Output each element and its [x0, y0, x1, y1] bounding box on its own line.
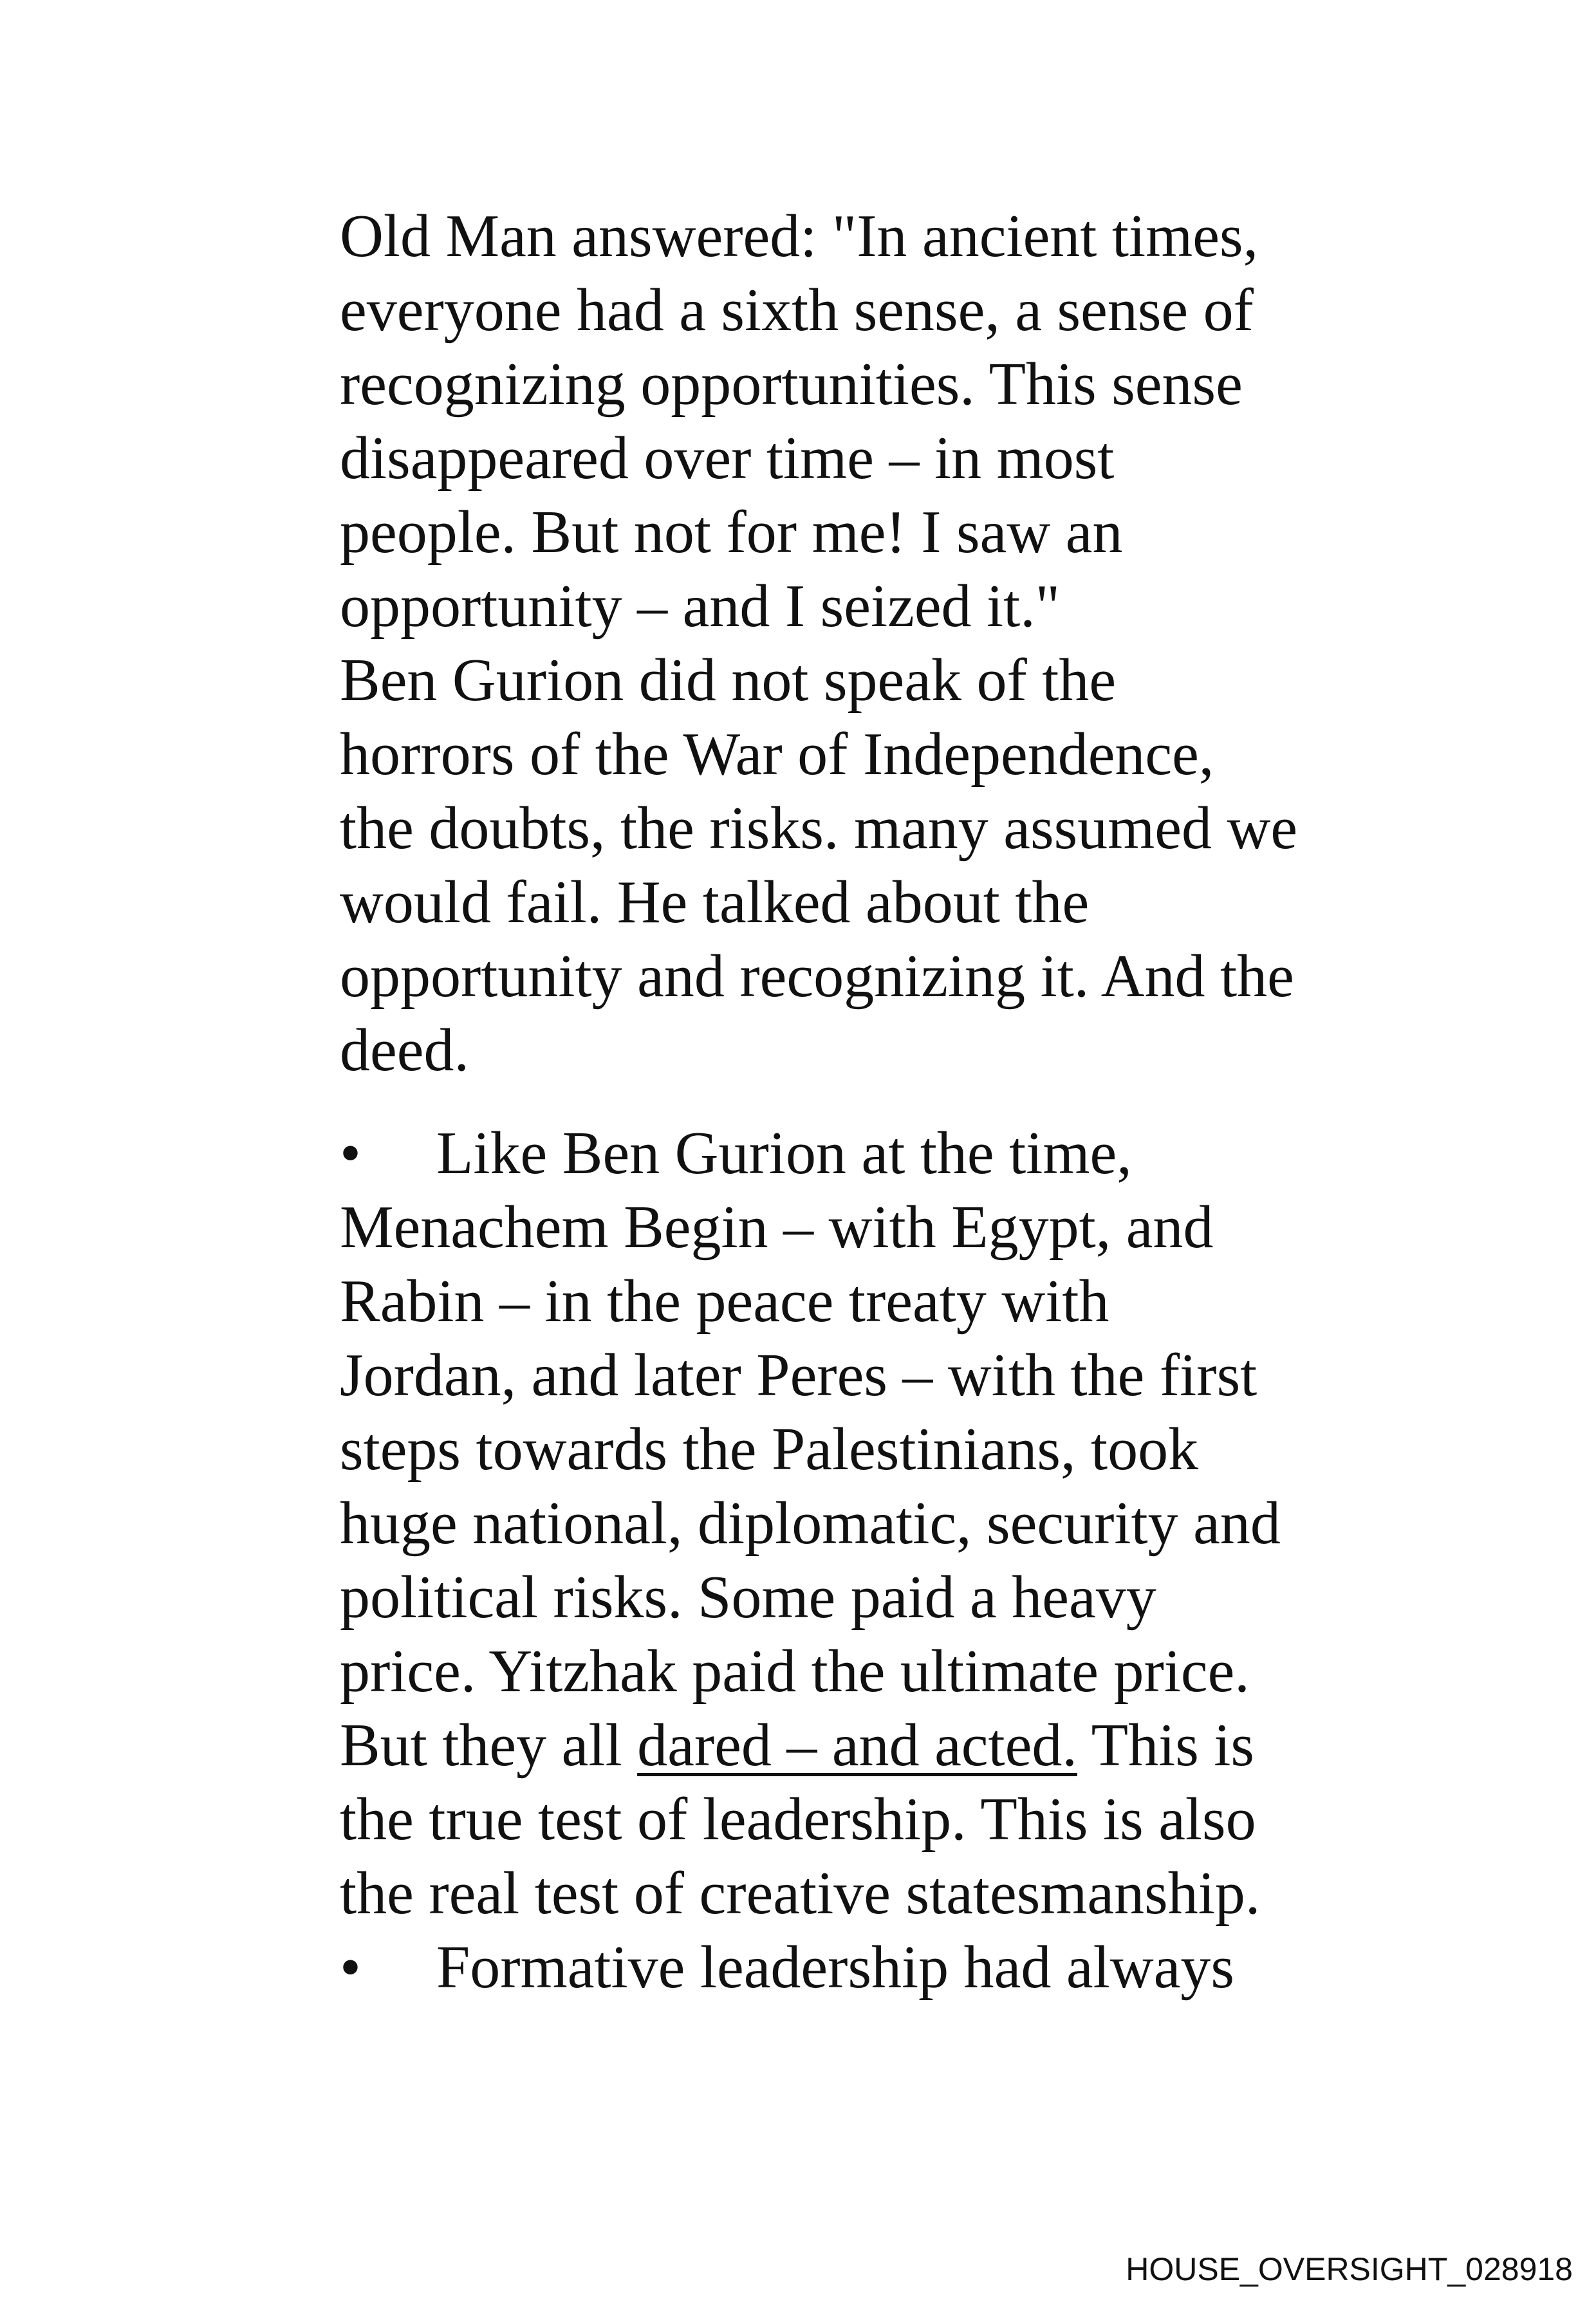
text-line: opportunity – and I seized it." [340, 573, 1061, 640]
bullet-item-leadership-risks [340, 1117, 1434, 1931]
text-line: the true test of leadership. This is also [340, 1786, 1256, 1853]
text-line: price. Yitzhak paid the ultimate price. [340, 1638, 1250, 1705]
bullet-marker: • [340, 1120, 361, 1187]
text-segment: But they all [340, 1712, 638, 1779]
text-line: the doubts, the risks. many assumed we [340, 795, 1298, 862]
text-line: Jordan, and later Peres – with the first [340, 1342, 1257, 1409]
text-line: would fail. He talked about the [340, 869, 1090, 936]
text-segment: Formative leadership had always [436, 1934, 1234, 2001]
text-line: huge national, diplomatic, security and [340, 1490, 1281, 1557]
text-line: Old Man answered: "In ancient times, [340, 203, 1259, 270]
text-line: disappeared over time – in most [340, 425, 1115, 492]
text-line [340, 1117, 1434, 1191]
text-line: Ben Gurion did not speak of the [340, 647, 1117, 714]
text-line: the real test of creative statesmanship. [340, 1860, 1261, 1927]
text-line: steps towards the Palestinians, took [340, 1416, 1199, 1483]
bullet-item-formative-leadership [340, 1931, 1434, 2005]
text-line [340, 1931, 1434, 2005]
text-line [340, 1709, 1434, 1783]
text-line: Menachem Begin – with Egypt, and [340, 1194, 1214, 1261]
text-line: opportunity and recognizing it. And the [340, 943, 1294, 1010]
text-line: political risks. Some paid a heavy [340, 1564, 1156, 1631]
text-segment: This is [1077, 1712, 1254, 1779]
text-line: horrors of the War of Independence, [340, 721, 1214, 788]
paragraph-old-man [340, 200, 1434, 1088]
bullet-marker: • [340, 1934, 361, 2001]
text-line: everyone had a sixth sense, a sense of [340, 277, 1254, 344]
text-line: deed. [340, 1017, 469, 1084]
text-line: Rabin – in the peace treaty with [340, 1268, 1109, 1335]
text-line: recognizing opportunities. This sense [340, 351, 1243, 418]
underlined-emphasis: dared – and acted. [637, 1712, 1077, 1779]
text-line: people. But not for me! I saw an [340, 499, 1123, 566]
text-segment: Like Ben Gurion at the time, [436, 1120, 1132, 1187]
document-id-stamp: HOUSE_OVERSIGHT_028918 [1126, 2251, 1573, 2287]
